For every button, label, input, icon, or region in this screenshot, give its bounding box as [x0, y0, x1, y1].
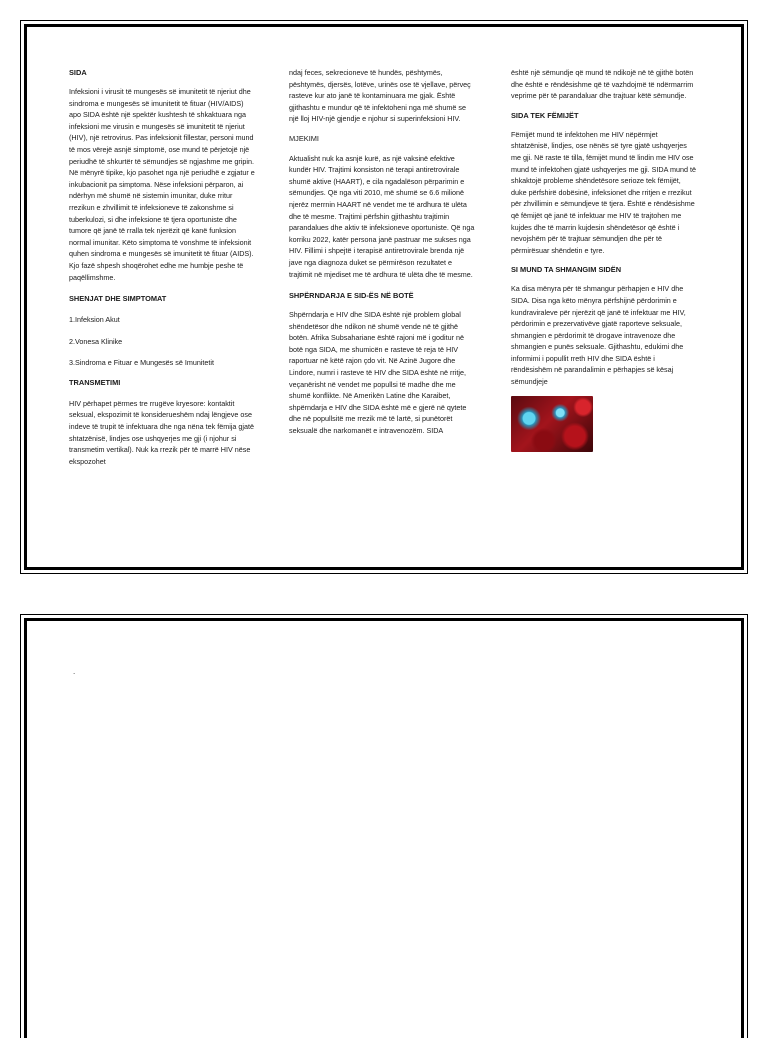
symptom-item-2: 2.Vonesa Klinike [69, 336, 123, 346]
heading-treatment: MJEKIMI [289, 133, 319, 143]
paragraph-transmission: HIV përhapet përmes tre rrugëve kryesore: kontaktit seksual, ekspozimit të konsiderueshëm ndaj lëngjeve ose indeve të trupit të infektuara dhe nga nëna tek fëmija gjatë shtatzënisë, lindjes ose ushqyerjes me gji (i njohur si transmetim vertikal). Nuk ka rrezik për të marrë HIV nëse ekspozohet [69, 398, 255, 466]
column-3 [511, 67, 697, 452]
heading-symptoms: SHENJAT DHE SIMPTOMAT [69, 294, 167, 304]
symptom-item-1: 1.Infeksion Akut [69, 315, 120, 325]
paragraph-treatment: Aktualisht nuk ka asnjë kurë, as një vaksinë efektive kundër HIV. Trajtimi konsiston në terapi antiretrovirale shumë aktive (HAART), e cila ngadalëson përparimin e sëmundjes. Që nga viti 2010, më shumë se 6.6 milionë njerëz merrnin HAART në vendet me të ardhura të ulëta dhe të mesme. Trajtimi përfshin gjithashtu trajtimin parandalues dhe aktiv të infeksioneve oportuniste. Që nga korriku 2022, katër persona janë pastruar me sukses nga HIV. Fillimi i shpejtë i terapisë antiretrovirale brenda një jave nga diagnoza duket se përmirëson rezultatet e trajtimit në mjediset me të ardhura të ulëta dhe të mesme. [289, 153, 475, 279]
paragraph-distribution-cont: është një sëmundje që mund të ndikojë në të gjithë botën dhe është e rëndësishme që të vazhdojmë të ndërmarrim veprime për të parandaluar dhe trajtuar këtë sëmundje. [511, 68, 694, 101]
brochure-page-1 [24, 24, 744, 570]
heading-transmission: TRANSMETIMI [69, 377, 121, 387]
heading-distribution: SHPËRNDARJA E SID-ËS NË BOTË [289, 291, 414, 301]
paragraph-distribution: Shpërndarja e HIV dhe SIDA është një problem global shëndetësor dhe ndikon në shumë vende në të gjithë botën. Afrika Subsahariane është rajoni më i goditur në botë nga SIDA, me shumicën e rasteve të reja të HIV raportuar në këtë rajon çdo vit. Në Azinë Jugore dhe Lindore, numri i rasteve të HIV dhe SIDA është në rritje, veçanërisht në vendet me popullsi të madhe dhe me shumë konflikte. Në Amerikën Latine dhe Karaibet, shpërndarja e HIV dhe SIDA është më e gjerë në qytete dhe në popullsitë me rrezik më të lartë, si punëtorët seksualë dhe narkomanët e intravenozëm. SIDA [289, 310, 467, 436]
column-1 [69, 67, 255, 475]
brochure-page-2 [24, 618, 744, 1038]
column-2 [289, 67, 475, 445]
virus-image [511, 396, 593, 452]
heading-prevention: SI MUND TA SHMANGIM SIDËN [511, 265, 622, 275]
paragraph-children: Fëmijët mund të infektohen me HIV nëpërmjet shtatzënisë, lindjes, ose nënës së tyre gjatë ushqyerjes me gji. Në raste të tilla, fëmijët mund të lindin me HIV ose mund të infektohen gjatë ushqyerjes me gji. SIDA mund të shkaktojë probleme shëndetësore serioze tek fëmijët, duke përfshirë dobësinë, infeksionet dhe rritjen e rrezikut për zhvillimin e sëmundjeve të tjera. Është e rëndësishme që fëmijët që janë të infektuar me HIV të trajtohen me kujdes dhe të marrin kujdesin shëndetësor që është i nevojshëm për të trajtuar sëmundjen dhe për të përmirësuar shëndetin e tyre. [511, 129, 696, 255]
paragraph-transmission-cont: ndaj feces, sekrecioneve të hundës, pështymës, pështymës, djersës, lotëve, urinës ose të vjellave, përveç rasteve kur ato janë të kontaminuara me gjak. Është gjithashtu e mundur që të infektoheni nga më shumë se një lloj HIV-një gjendje e njohur si superinfeksioni HIV. [289, 68, 471, 124]
paragraph-prevention: Ka disa mënyra për të shmangur përhapjen e HIV dhe SIDA. Disa nga këto mënyra përfshijnë përdorimin e kundraviraleve për njerëzit që janë të infektuar me HIV, përdorimin e prezervativëve gjatë raporteve seksuale, shmangien e përdorimit të drogave intravenoze dhe shmangien e punës seksuale. Gjithashtu, edukimi dhe informimi i popullit rreth HIV dhe SIDA është i rëndësishëm në parandalimin e përhapjes së kësaj sëmundjeje [511, 284, 686, 387]
heading-sida: SIDA [69, 68, 87, 77]
page-mark: . [73, 667, 76, 676]
symptom-item-3: 3.Sindroma e Fituar e Mungesës së Imunitetit [69, 358, 215, 368]
paragraph-intro: Infeksioni i virusit të mungesës së imunitetit të njeriut dhe sindroma e mungesës së imunitetit të fituar (HIV/AIDS) apo SIDA është një spektër kushtesh të shkaktuara nga infeksioni me virusin e mungesës së imunitetit të njeriut (HIV), një retrovirus. Pas infeksionit fillestar, personi mund të mos vërejë asnjë simptomë, ose mund të përjetojë një periudhë të shkurtër të sëmundjes së ngjashme me gripin. Në mënyrë tipike, kjo pasohet nga një periudhë e zgjatur e inkubacionit pa simptoma. Nëse infeksioni përparon, ai ndërhyn më shumë në sistemin imunitar, duke rritur rrezikun e zhvillimit të infeksioneve të zakonshme si tuberkulozi, si dhe infeksione të tjera oportuniste dhe tumore që janë të rralla tek njerëzit që kanë funksion normal imunitar. Këto simptoma të vonshme të infeksionit quhen sindroma e mungesës së imunitetit të fituar (AIDS). Kjo fazë shpesh shoqërohet edhe me humbje peshe të paqëllimshme. [69, 87, 255, 282]
heading-children: SIDA TEK FËMIJËT [511, 110, 579, 120]
